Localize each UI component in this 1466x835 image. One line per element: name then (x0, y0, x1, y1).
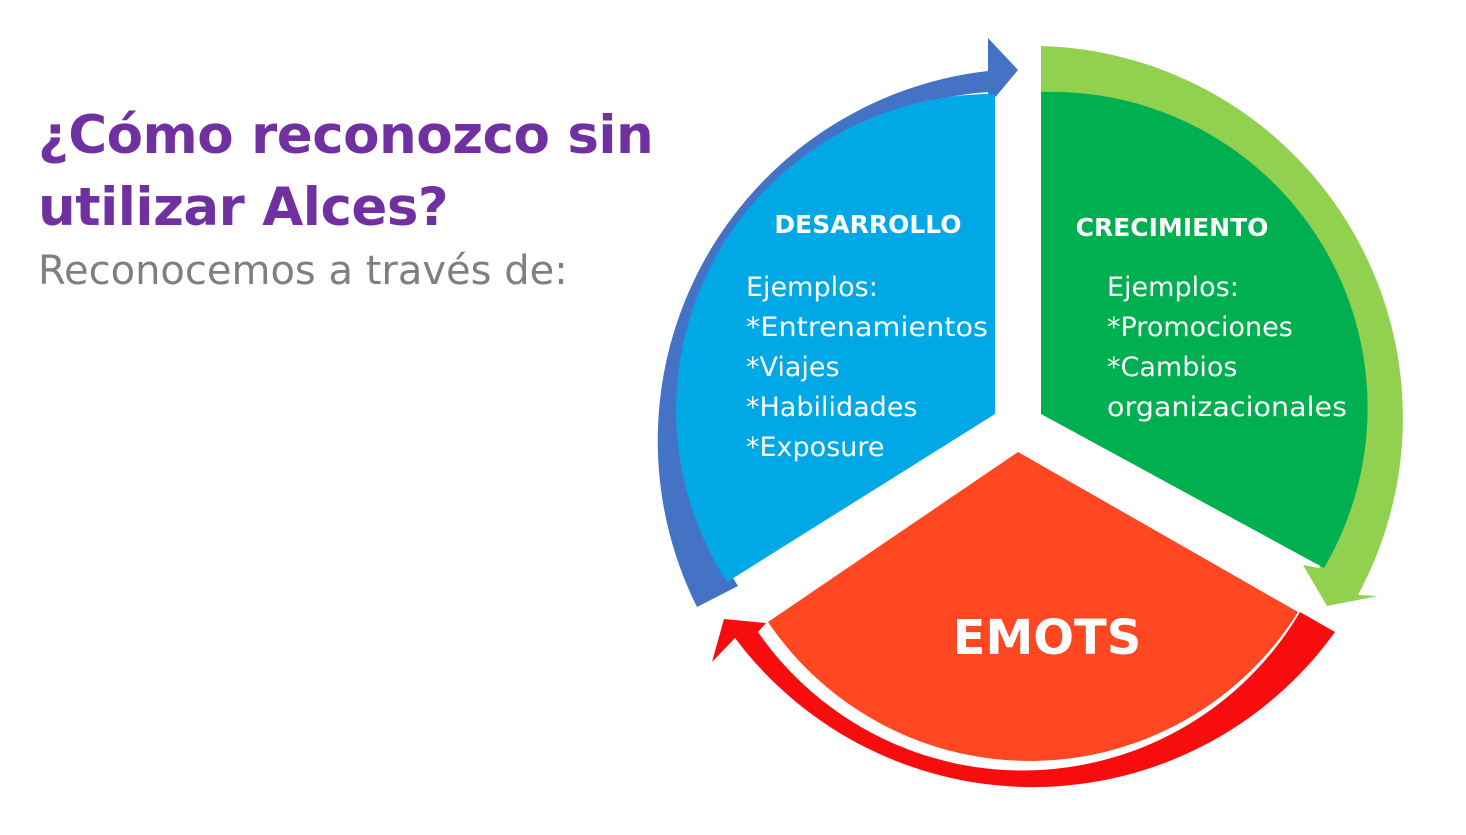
desarrollo-title: DESARROLLO (774, 210, 962, 239)
crecimiento-title: CRECIMIENTO (1075, 213, 1269, 242)
page-title-line-1: ¿Cómo reconozco sin (38, 105, 654, 166)
desarrollo-item-habilidades: *Habilidades (746, 392, 918, 423)
page-subtitle: Reconocemos a través de: (38, 248, 568, 294)
desarrollo-item-viajes: *Viajes (746, 352, 840, 383)
emots-title: EMOTS (952, 610, 1142, 666)
desarrollo-heading: Ejemplos: (746, 272, 878, 303)
crecimiento-heading: Ejemplos: (1107, 272, 1239, 303)
crecimiento-item-organizacionales: organizacionales (1107, 392, 1347, 423)
desarrollo-item-entrenamientos: *Entrenamientos (746, 312, 988, 343)
page-title-line-2: utilizar Alces? (38, 177, 449, 238)
crecimiento-item-cambios: *Cambios (1107, 352, 1238, 383)
crecimiento-item-promociones: *Promociones (1107, 312, 1293, 343)
desarrollo-item-exposure: *Exposure (746, 432, 885, 463)
